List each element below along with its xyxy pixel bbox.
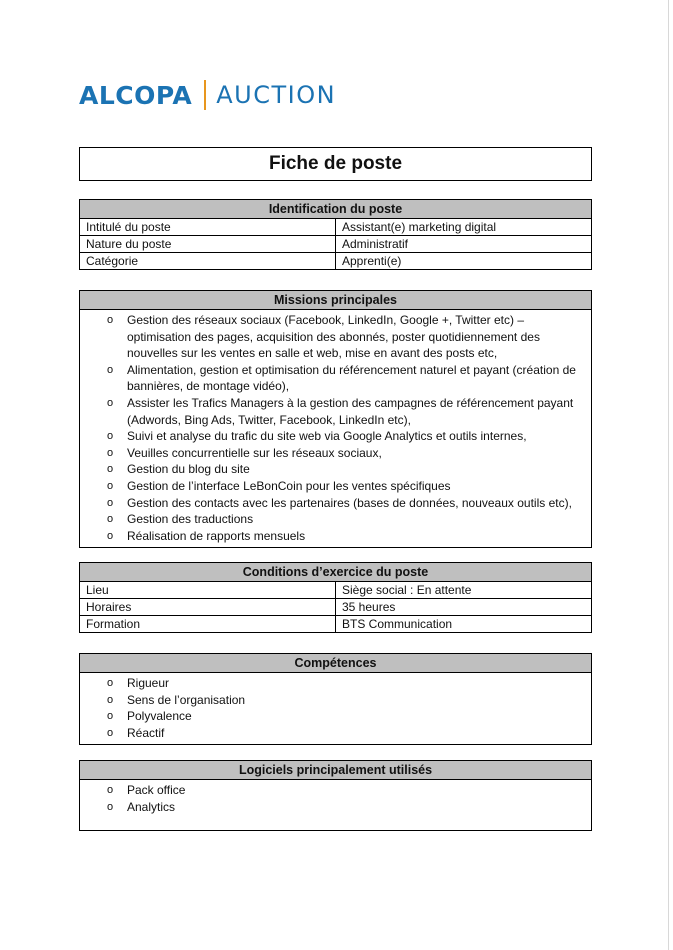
list-item: o Gestion de l’interface LeBonCoin pour les ventes spécifiques: [127, 478, 591, 495]
table-row: [80, 253, 592, 270]
list-item: o Gestion des réseaux sociaux (Facebook, LinkedIn, Google +, Twitter etc) – optimisation des pages, acquisition des abonnés, poster quotidiennement des nouvelles sur les ventes en salle et web, mise en avant des posts etc,: [127, 312, 591, 362]
missions-list-cell: [80, 310, 592, 548]
list-item: o Veuilles concurrentielle sur les réseaux sociaux,: [127, 445, 591, 462]
list-item: o Analytics: [127, 799, 591, 816]
table-row: [80, 616, 592, 633]
list-item: o Polyvalence: [127, 708, 591, 725]
logiciels-list: [80, 782, 591, 815]
conditions-header: Conditions d’exercice du poste: [80, 563, 592, 582]
list-item: o Suivi et analyse du trafic du site web via Google Analytics et outils internes,: [127, 428, 591, 445]
list-item: o Alimentation, gestion et optimisation du référencement naturel et payant (création de bannières, de montage vidéo),: [127, 362, 591, 395]
list-item: o Gestion du blog du site: [127, 461, 591, 478]
identification-table: [79, 199, 592, 270]
row-value: Apprenti(e): [336, 253, 592, 270]
row-value: Administratif: [336, 236, 592, 253]
missions-header: Missions principales: [80, 291, 592, 310]
document-title: Fiche de poste: [79, 147, 592, 181]
table-row: [80, 236, 592, 253]
list-item: o Assister les Trafics Managers à la gestion des campagnes de référencement payant (Adwords, Bing Ads, Twitter, Facebook, LinkedIn etc),: [127, 395, 591, 428]
identification-header: Identification du poste: [80, 200, 592, 219]
logo-separator: [204, 80, 206, 110]
row-label: Intitulé du poste: [80, 219, 336, 236]
logo-brand-text: ALCOPA: [79, 80, 193, 110]
list-item: o Réalisation de rapports mensuels: [127, 528, 591, 545]
row-label: Lieu: [80, 582, 336, 599]
competences-header: Compétences: [80, 654, 592, 673]
logo-sub-text: AUCTION: [216, 81, 337, 109]
logiciels-header: Logiciels principalement utilisés: [80, 761, 592, 780]
company-logo: [79, 78, 336, 112]
row-label: Formation: [80, 616, 336, 633]
list-item: o Réactif: [127, 725, 591, 742]
row-label: Horaires: [80, 599, 336, 616]
row-value: Assistant(e) marketing digital: [336, 219, 592, 236]
missions-list: [80, 312, 591, 544]
table-row: [80, 582, 592, 599]
competences-list: [80, 675, 591, 741]
competences-table: [79, 653, 592, 745]
missions-table: [79, 290, 592, 548]
page-edge: [668, 0, 669, 950]
row-label: Nature du poste: [80, 236, 336, 253]
table-row: [80, 219, 592, 236]
row-label: Catégorie: [80, 253, 336, 270]
list-item: o Sens de l’organisation: [127, 692, 591, 709]
competences-list-cell: [80, 673, 592, 745]
logiciels-table: [79, 760, 592, 831]
table-row: [80, 599, 592, 616]
row-value: Siège social : En attente: [336, 582, 592, 599]
list-item: o Pack office: [127, 782, 591, 799]
row-value: BTS Communication: [336, 616, 592, 633]
logiciels-list-cell: [80, 780, 592, 831]
list-item: o Gestion des contacts avec les partenaires (bases de données, nouveaux outils etc),: [127, 495, 591, 512]
conditions-table: [79, 562, 592, 633]
list-item: o Gestion des traductions: [127, 511, 591, 528]
row-value: 35 heures: [336, 599, 592, 616]
list-item: o Rigueur: [127, 675, 591, 692]
